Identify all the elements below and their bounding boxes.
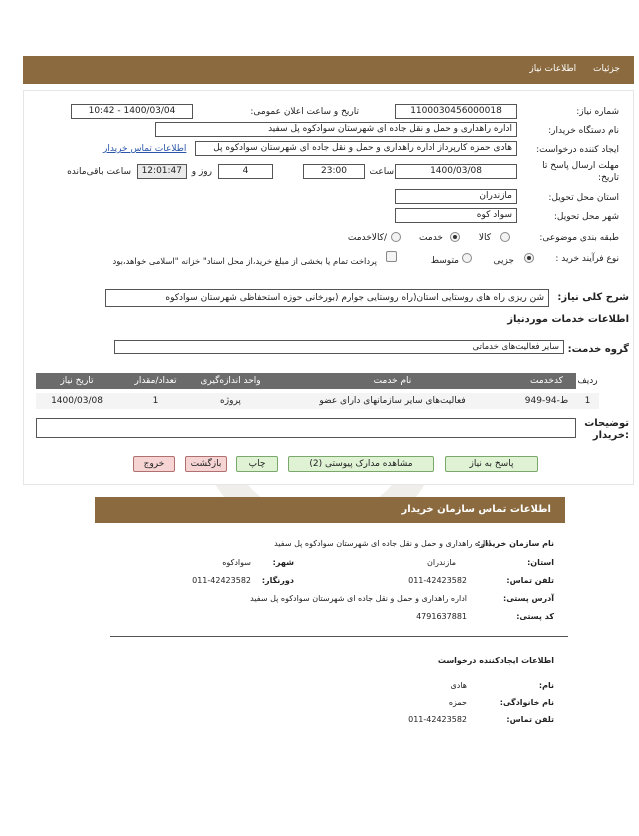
buyer-contact-link[interactable]: اطلاعات تماس خریدار [103,144,187,154]
hour-label: ساعت [369,167,394,177]
deadline-label-date: تاریخ: [598,173,619,183]
remaining-time-field: 12:01:47 [137,164,187,179]
th-date: تاریخ نیاز [60,376,94,386]
buyer-notes-label-2: :خریدار [592,430,629,441]
contact-org-label: نام سازمان خریدار: [477,539,554,548]
creator-name-label: نام: [538,681,554,690]
cat-service-label: خدمت [419,233,443,243]
td-name: فعالیت‌های سایر سازمانهای دارای عضو [319,396,466,406]
creator-family-label: نام خانوادگی: [499,698,554,707]
contact-divider [110,636,568,637]
contact-postal-label: کد پستی: [516,612,554,621]
cat-service-radio[interactable] [450,232,460,242]
days-label: روز و [191,167,212,177]
back-button[interactable]: بازگشت [185,456,227,472]
buyer-notes-label: توضیحات [584,418,629,429]
contact-province-label: استان: [527,558,554,567]
service-group-label: گروه خدمت: [567,344,629,355]
contact-city-label: شهر: [272,558,294,567]
treasury-payment-checkbox[interactable] [386,251,397,262]
contact-org-value: اداره راهداری و حمل و نقل جاده ای شهرستان سوادکوه پل سفید [274,539,491,548]
td-row: 1 [584,396,591,406]
creator-field: هادی حمزه کارپرداز اداره راهداری و حمل و نقل جاده ای شهرستان سوادکوه پل [195,141,517,156]
city-field: سواد کوه [395,208,517,223]
proc-partial-label: جزیی [493,256,514,266]
creator-info-title: اطلاعات ایجادکننده درخواست [437,656,554,665]
deadline-date-field: 1400/03/08 [395,164,517,179]
cat-goods-radio[interactable] [500,232,510,242]
top-nav-bar [23,56,634,84]
print-button[interactable]: چاپ [236,456,278,472]
exit-button[interactable]: خروج [133,456,175,472]
province-label: استان محل تحویل: [548,193,619,203]
remaining-label: ساعت باقی‌مانده [67,167,131,177]
contact-city-value: سوادکوه [222,558,251,567]
summary-field: شن ریزی راه های روستایی استان(راه روستایی جوارم (بورخانی حوزه استحفاظی شهرستان سوادکوه [105,289,549,307]
table-header-row [36,373,599,389]
contact-section-header: اطلاعات تماس سازمان خریدار [95,497,565,523]
table-row[interactable] [36,393,599,409]
creator-name-value: هادی [450,681,467,690]
creator-phone-value: 011-42423582 [408,715,467,724]
td-unit: پروژه [220,396,241,406]
contact-phone-value: 011-42423582 [408,576,467,585]
buyer-label: نام دستگاه خریدار: [548,126,619,136]
proc-medium-radio[interactable] [462,253,472,263]
need-number-label: شماره نیاز: [576,107,619,117]
contact-address-label: آدرس پستی: [503,594,554,603]
th-name: نام خدمت [373,376,412,386]
need-number-field: 1100030456000018 [395,104,517,119]
days-remaining-field: 4 [218,164,273,179]
reply-button[interactable]: پاسخ به نیاز [445,456,538,472]
nav-need-info-link[interactable]: اطلاعات نیاز [529,64,577,74]
announce-label: تاریخ و ساعت اعلان عمومی: [250,107,359,117]
announce-datetime-field: 1400/03/04 - 10:42 [71,104,193,119]
deadline-hour-field: 23:00 [303,164,365,179]
cat-goods-service-radio[interactable] [391,232,401,242]
services-table [36,373,599,411]
buyer-field: اداره راهداری و حمل و نقل جاده ای شهرستان سوادکوه پل سفید [155,122,517,137]
contact-fax-label: دورنگار: [261,576,294,585]
attachments-button[interactable]: مشاهده مدارک پیوستی (2) [288,456,434,472]
deadline-label: مهلت ارسال پاسخ تا [542,161,619,171]
service-group-field: سایر فعالیت‌های خدماتی [114,340,564,354]
cat-goods-label: کالا [478,233,491,243]
contact-fax-value: 011-42423582 [192,576,251,585]
creator-family-value: حمزه [448,698,467,707]
services-section-title: اطلاعات خدمات موردنیاز [507,314,629,325]
creator-label: ایجاد کننده درخواست: [536,145,619,155]
process-label: نوع فرآیند خرید : [555,254,619,264]
td-date: 1400/03/08 [51,396,103,406]
city-label: شهر محل تحویل: [553,212,619,222]
payment-note: پرداخت تمام یا بخشی از مبلغ خرید،از محل اسناد" خزانه "اسلامی خواهد،بود [112,256,377,266]
category-label: طبقه بندی موضوعی: [539,233,619,243]
nav-details-link[interactable]: جزئیات [593,64,620,74]
th-unit: واحد اندازه‌گیری [200,376,261,386]
th-row: ردیف [576,373,599,389]
proc-partial-radio[interactable] [524,253,534,263]
th-code: کدخدمت [530,376,563,386]
contact-address-value: اداره راهداری و حمل و نقل جاده ای شهرستان سوادکوه پل سفید [250,594,467,603]
buyer-notes-field [36,418,576,438]
cat-goods-service-label: /کالاخدمت [347,233,387,243]
creator-phone-label: تلفن تماس: [506,715,554,724]
contact-postal-value: 4791637881 [416,612,467,621]
td-qty: 1 [152,396,159,406]
td-code: ط-94-949 [524,396,569,406]
th-qty: تعداد/مقدار [134,376,177,386]
summary-label: شرح کلی نیاز: [557,292,629,303]
proc-medium-label: متوسط [430,256,459,266]
contact-phone-label: تلفن تماس: [506,576,554,585]
province-field: مازندران [395,189,517,204]
contact-province-value: مازندران [427,558,456,567]
